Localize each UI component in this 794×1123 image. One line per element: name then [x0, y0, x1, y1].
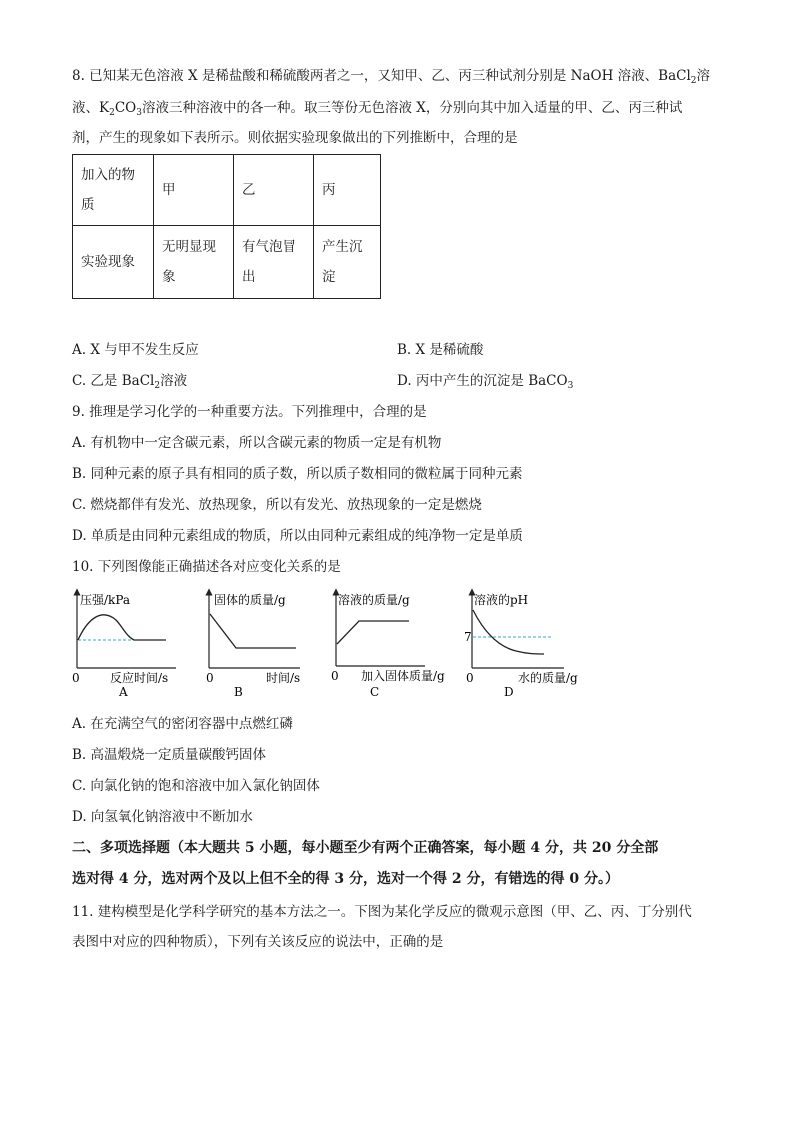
table-cell: 有气泡冒出 — [234, 226, 314, 299]
table-cell: 加入的物质 — [73, 155, 154, 226]
table-cell: 丙 — [314, 155, 381, 226]
ph-curve — [473, 610, 544, 654]
q9-option-c: C. 燃烧都伴有发光、放热现象，所以有发光、放热现象的一定是燃烧 — [72, 497, 482, 513]
graph-letter: A — [119, 685, 128, 699]
graph-letter: C — [370, 685, 380, 699]
q10-option-d: D. 向氢氧化钠溶液中不断加水 — [72, 809, 253, 825]
origin-label: 0 — [466, 671, 474, 685]
x-axis-label: 反应时间/s — [110, 671, 169, 685]
graph-letter: D — [504, 685, 514, 699]
table-cell: 无明显现象 — [154, 226, 234, 299]
q11-stem-line2: 表图中对应的四种物质），下列有关该反应的说法中，正确的是 — [72, 934, 444, 950]
section2-heading-line1: 二、多项选择题（本大题共 5 小题，每小题至少有两个正确答案，每小题 4 分，共 20 分全部 — [72, 840, 659, 856]
section2-heading-line2: 选对得 4 分，选对两个及以上但不全的得 3 分，选对一个得 2 分，有错选的得 0 分。） — [72, 871, 619, 887]
q8-option-a: A. X 与甲不发生反应 — [72, 342, 199, 358]
q8-stem-line3: 剂，产生的现象如下表所示。则依据实验现象做出的下列推断中，合理的是 — [72, 130, 518, 146]
origin-label: 0 — [331, 669, 339, 683]
table-cell: 实验现象 — [73, 226, 154, 299]
origin-label: 0 — [206, 671, 214, 685]
table-row — [73, 226, 381, 299]
q11-stem-line1: 11. 建构模型是化学科学研究的基本方法之一。下图为某化学反应的微观示意图（甲、乙、丙、丁分别代 — [72, 904, 692, 920]
q10-stem: 10. 下列图像能正确描述各对应变化关系的是 — [72, 559, 341, 575]
x-axis-label: 水的质量/g — [518, 671, 578, 685]
q10-option-a: A. 在充满空气的密闭容器中点燃红磷 — [72, 716, 293, 732]
table-cell: 产生沉淀 — [314, 226, 381, 299]
solution-mass-curve — [337, 621, 409, 644]
table-row — [73, 155, 381, 226]
y-axis-label: 溶液的pH — [474, 593, 529, 607]
q10-option-c: C. 向氯化钠的饱和溶液中加入氯化钠固体 — [72, 778, 320, 794]
q8-stem-line2: 液、$K_2CO_3$溶液三种溶液中的各一种。取三等份无色溶液 X，分别向其中加入适量的甲、乙、丙三种试 — [72, 100, 683, 118]
table-cell: 甲 — [154, 155, 234, 226]
x-axis-label: 时间/s — [266, 671, 301, 685]
q8-observation-table — [72, 154, 381, 299]
y-axis-label: 固体的质量/g — [214, 593, 286, 607]
q10-option-b: B. 高温煅烧一定质量碳酸钙固体 — [72, 747, 267, 763]
q9-option-b: B. 同种元素的原子具有相同的质子数，所以质子数相同的微粒属于同种元素 — [72, 466, 523, 482]
y-axis-label: 压强/kPa — [80, 593, 131, 607]
graph-c — [325, 588, 455, 704]
graph-d — [456, 588, 586, 704]
ph7-tick-label: 7 — [464, 630, 472, 644]
y-axis-label: 溶液的质量/g — [338, 593, 410, 607]
q9-option-d: D. 单质是由同种元素组成的物质，所以由同种元素组成的纯净物一定是单质 — [72, 528, 523, 544]
pressure-curve — [78, 615, 166, 640]
x-axis-label: 加入固体质量/g — [361, 669, 445, 683]
q8-option-c: C. 乙是 BaCl$_2$溶液 — [72, 373, 188, 391]
graph-a — [64, 588, 184, 704]
q8-stem-line1: 8. 已知某无色溶液 X 是稀盐酸和稀硫酸两者之一，又知甲、乙、丙三种试剂分别是 NaOH 溶液、BaCl$_2$溶 — [72, 68, 710, 86]
graph-b — [196, 588, 316, 704]
solid-mass-curve — [210, 614, 296, 648]
q8-option-b: B. X 是稀硫酸 — [397, 342, 484, 358]
graph-letter: B — [234, 685, 243, 699]
q9-stem: 9. 推理是学习化学的一种重要方法。下列推理中，合理的是 — [72, 404, 427, 420]
q9-option-a: A. 有机物中一定含碳元素，所以含碳元素的物质一定是有机物 — [72, 435, 442, 451]
origin-label: 0 — [72, 671, 80, 685]
table-cell: 乙 — [234, 155, 314, 226]
q8-option-d: D. 丙中产生的沉淀是 BaCO$_3$ — [397, 373, 574, 391]
